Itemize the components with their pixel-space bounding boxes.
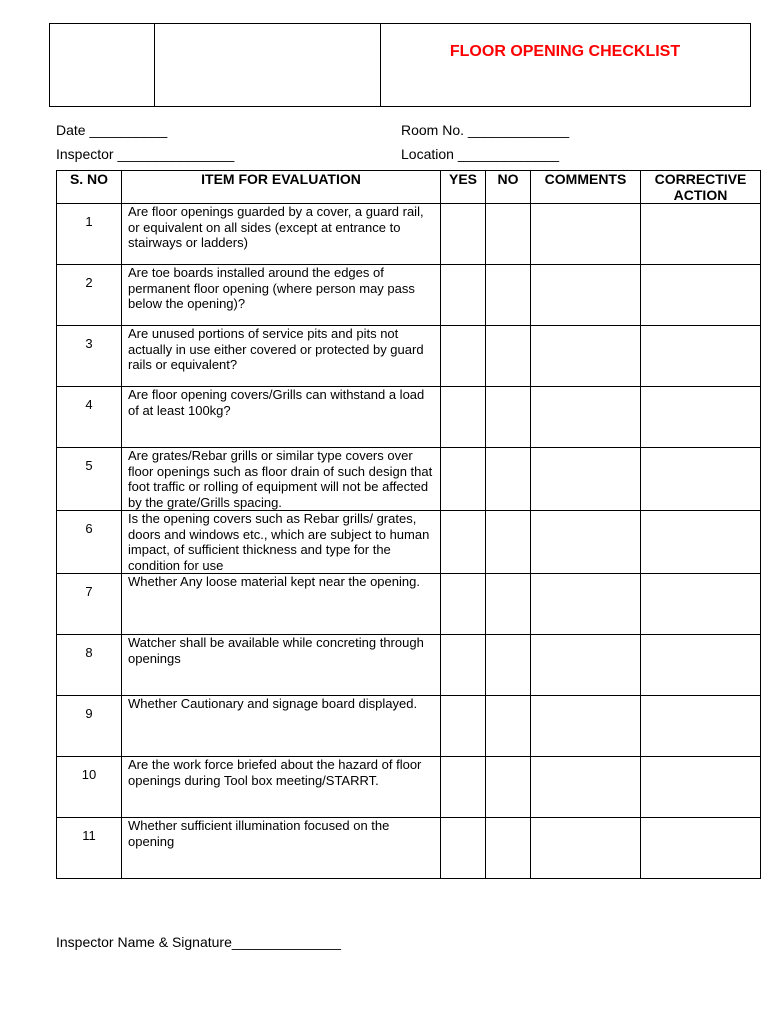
yes-cell[interactable] [441, 265, 486, 326]
row-number: 4 [57, 387, 122, 448]
table-row [57, 204, 761, 265]
no-cell[interactable] [486, 204, 531, 265]
no-cell[interactable] [486, 511, 531, 574]
comments-cell[interactable] [531, 818, 641, 879]
yes-cell[interactable] [441, 757, 486, 818]
comments-cell[interactable] [531, 574, 641, 635]
inspector-signature-line: Inspector Name & Signature______________ [56, 934, 341, 950]
row-number: 8 [57, 635, 122, 696]
col-header-no: NO [486, 171, 531, 204]
row-number: 7 [57, 574, 122, 635]
yes-cell[interactable] [441, 204, 486, 265]
no-cell[interactable] [486, 265, 531, 326]
comments-cell[interactable] [531, 387, 641, 448]
yes-cell[interactable] [441, 511, 486, 574]
table-row [57, 387, 761, 448]
evaluation-item: Are the work force briefed about the hazard of floor openings during Tool box meeting/STARRT. [122, 757, 441, 818]
comments-cell[interactable] [531, 511, 641, 574]
table-row [57, 818, 761, 879]
location-field: Location _____________ [401, 146, 560, 162]
evaluation-item: Whether Any loose material kept near the opening. [122, 574, 441, 635]
col-header-item: ITEM FOR EVALUATION [122, 171, 441, 204]
document-title: FLOOR OPENING CHECKLIST [449, 43, 681, 60]
yes-cell[interactable] [441, 696, 486, 757]
evaluation-item: Are unused portions of service pits and pits not actually in use either covered or protected by guard rails or equivalent? [122, 326, 441, 387]
row-number: 5 [57, 448, 122, 511]
col-header-yes: YES [441, 171, 486, 204]
yes-cell[interactable] [441, 818, 486, 879]
room-no-field: Room No. _____________ [401, 122, 570, 138]
yes-cell[interactable] [441, 387, 486, 448]
corrective-action-cell[interactable] [641, 265, 761, 326]
header-divider [154, 24, 155, 106]
yes-cell[interactable] [441, 448, 486, 511]
row-number: 6 [57, 511, 122, 574]
comments-cell[interactable] [531, 204, 641, 265]
comments-cell[interactable] [531, 635, 641, 696]
row-number: 9 [57, 696, 122, 757]
table-row [57, 635, 761, 696]
comments-cell[interactable] [531, 696, 641, 757]
comments-cell[interactable] [531, 326, 641, 387]
no-cell[interactable] [486, 757, 531, 818]
header-divider [380, 24, 381, 106]
table-header-row [57, 171, 761, 204]
table-row [57, 757, 761, 818]
col-header-corrective-action: CORRECTIVE ACTION [641, 171, 761, 204]
row-number: 10 [57, 757, 122, 818]
evaluation-item: Whether sufficient illumination focused on the opening [122, 818, 441, 879]
corrective-action-cell[interactable] [641, 696, 761, 757]
evaluation-item: Watcher shall be available while concreting through openings [122, 635, 441, 696]
date-field: Date __________ [56, 122, 168, 138]
evaluation-item: Are toe boards installed around the edges of permanent floor opening (where person may pass below the opening)? [122, 265, 441, 326]
corrective-action-cell[interactable] [641, 574, 761, 635]
corrective-action-cell[interactable] [641, 448, 761, 511]
evaluation-item: Whether Cautionary and signage board displayed. [122, 696, 441, 757]
no-cell[interactable] [486, 387, 531, 448]
no-cell[interactable] [486, 635, 531, 696]
corrective-action-cell[interactable] [641, 511, 761, 574]
row-number: 1 [57, 204, 122, 265]
corrective-action-cell[interactable] [641, 387, 761, 448]
no-cell[interactable] [486, 448, 531, 511]
no-cell[interactable] [486, 696, 531, 757]
col-header-comments: COMMENTS [531, 171, 641, 204]
evaluation-item: Is the opening covers such as Rebar grills/ grates, doors and windows etc., which are subject to human impact, of sufficient thickness and type for the condition for use [122, 511, 441, 574]
inspector-field: Inspector _______________ [56, 146, 235, 162]
table-row [57, 448, 761, 511]
no-cell[interactable] [486, 326, 531, 387]
col-header-sno: S. NO [57, 171, 122, 204]
corrective-action-cell[interactable] [641, 204, 761, 265]
comments-cell[interactable] [531, 265, 641, 326]
corrective-action-cell[interactable] [641, 757, 761, 818]
comments-cell[interactable] [531, 448, 641, 511]
table-row [57, 265, 761, 326]
yes-cell[interactable] [441, 574, 486, 635]
header-box [49, 23, 751, 107]
evaluation-item: Are grates/Rebar grills or similar type covers over floor openings such as floor drain of such design that foot traffic or rolling of equipment will not be affected by the grate/Grills spacing. [122, 448, 441, 511]
table-row [57, 511, 761, 574]
no-cell[interactable] [486, 574, 531, 635]
corrective-action-cell[interactable] [641, 326, 761, 387]
row-number: 2 [57, 265, 122, 326]
yes-cell[interactable] [441, 635, 486, 696]
row-number: 11 [57, 818, 122, 879]
corrective-action-cell[interactable] [641, 635, 761, 696]
no-cell[interactable] [486, 818, 531, 879]
table-row [57, 696, 761, 757]
row-number: 3 [57, 326, 122, 387]
evaluation-item: Are floor openings guarded by a cover, a guard rail, or equivalent on all sides (except at entrance to stairways or ladders) [122, 204, 441, 265]
evaluation-item: Are floor opening covers/Grills can withstand a load of at least 100kg? [122, 387, 441, 448]
corrective-action-cell[interactable] [641, 818, 761, 879]
table-row [57, 574, 761, 635]
comments-cell[interactable] [531, 757, 641, 818]
checklist-table [56, 170, 761, 879]
table-row [57, 326, 761, 387]
yes-cell[interactable] [441, 326, 486, 387]
